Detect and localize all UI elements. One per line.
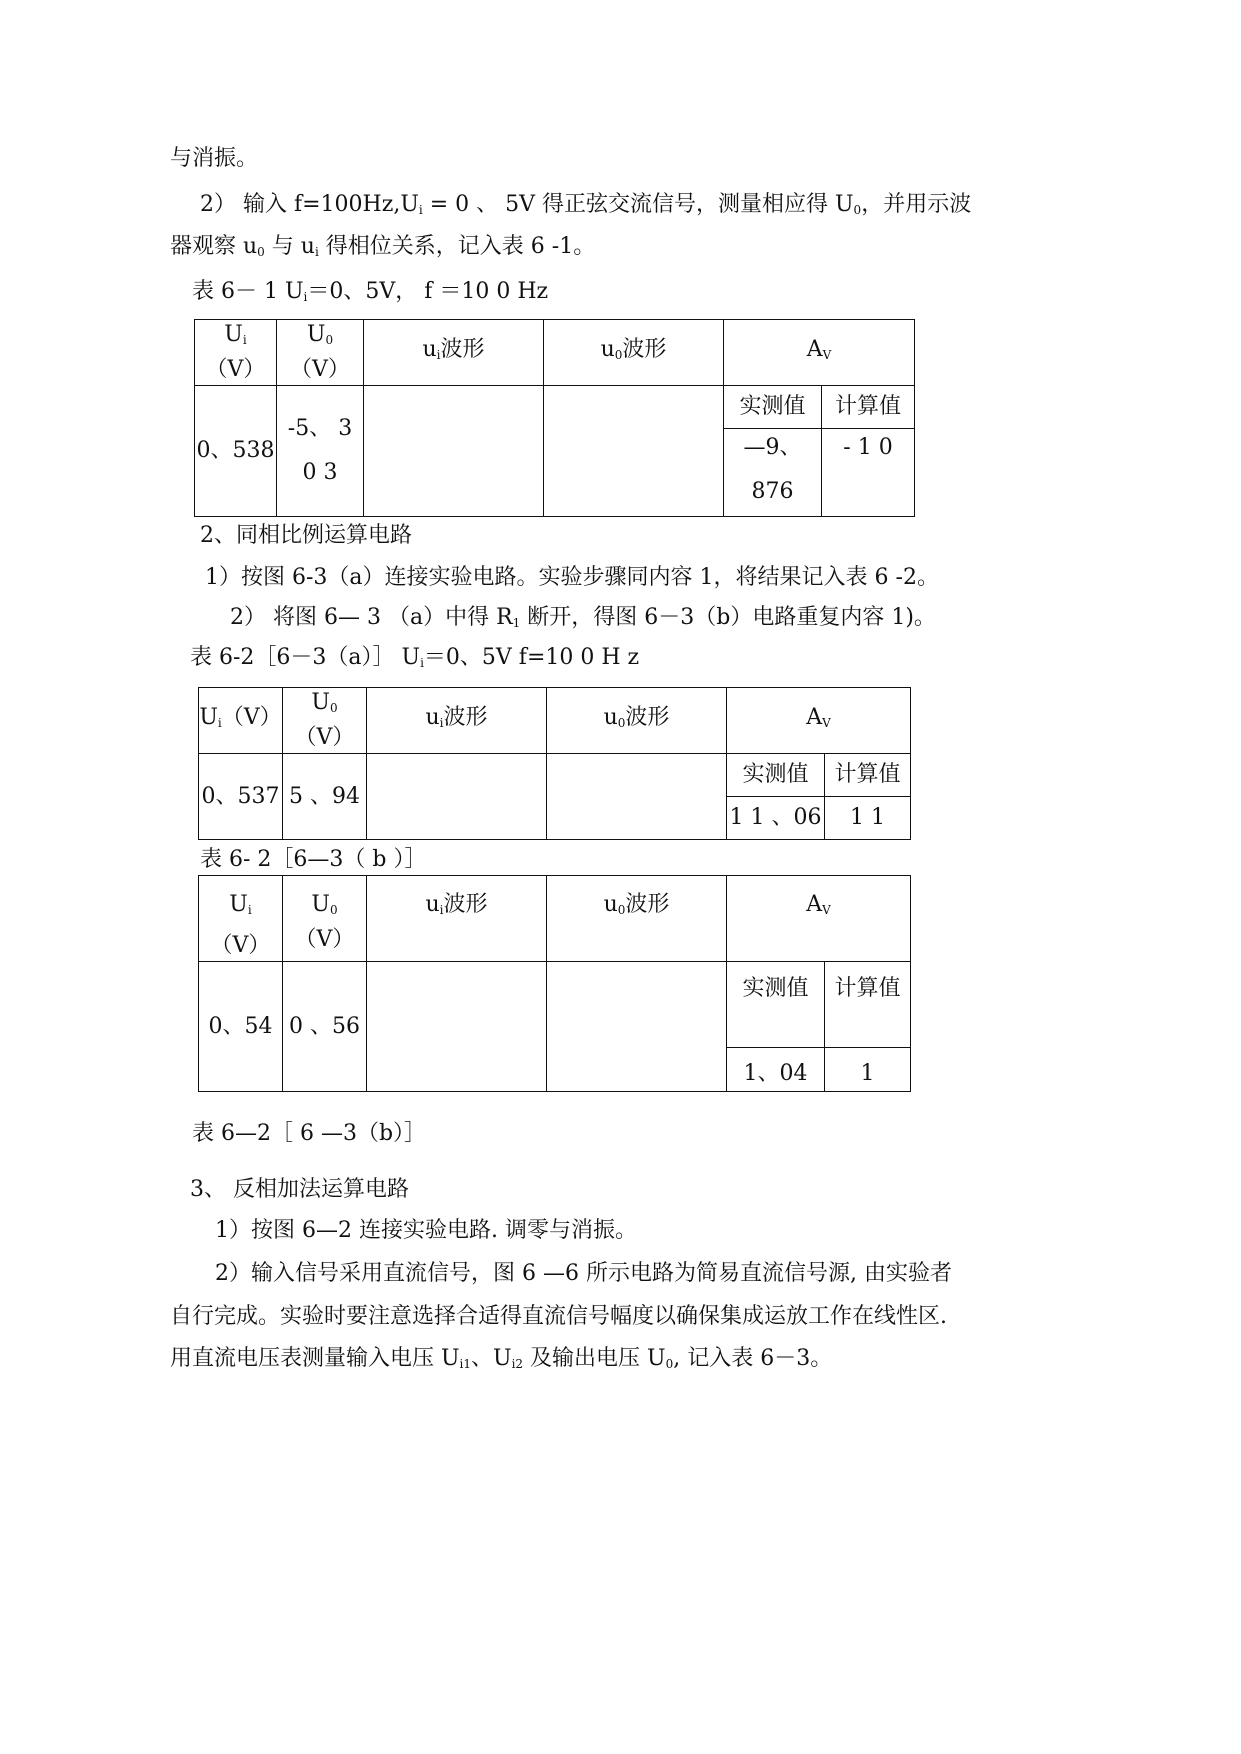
text-line-s2-2: 2） 将图 6— 3 （a）中得 $R_1$ 断开，得图 6－3（b）电路重复内容 1)。 (230, 605, 936, 630)
text-line-2: 2） 输入 $f=100Hz,U_i = 0$ 、 5V 得正弦交流信号，测量相应得 $U_0$，并用示波 (200, 192, 972, 217)
header-calculated: 计算值 (825, 962, 911, 1048)
text-line-3: 器观察 $u_0$ 与 $u_i$ 得相位关系，记入表 6 -1。 (170, 234, 596, 259)
header-uo: $U_0(V)$ (277, 320, 364, 386)
header-ui: $U_i$ （V） (199, 876, 283, 962)
header-uo-wave: $u_0$波形 (547, 876, 727, 962)
cell-uo-wave (547, 754, 727, 840)
header-uo: $U_0(V)$ (283, 688, 367, 754)
table-4-caption: 表 6—2［ 6 —3（b）］ (192, 1121, 427, 1146)
cell-ui-value: 0、537 (199, 754, 283, 840)
cell-calculated: - 1 0 (822, 429, 915, 517)
cell-calculated: 1 1 (825, 797, 911, 840)
header-calculated: 计算值 (825, 754, 911, 797)
text-line-s3-1: 1）按图 6—2 连接实验电路. 调零与消振。 (215, 1218, 637, 1243)
header-ui-wave: $u_i$波形 (367, 688, 547, 754)
header-ui-wave: $u_i$波形 (364, 320, 544, 386)
text-line-s3-3: 自行完成。实验时要注意选择合适得直流信号幅度以确保集成运放工作在线性区. (170, 1304, 947, 1329)
table-3 (198, 875, 911, 1092)
header-ui: $U_i(V)$ (199, 688, 283, 754)
header-uo-wave: $u_0$波形 (544, 320, 724, 386)
table-2-caption: 表 6-2［6－3（a）］ $U_i=0$、5V f=10 0 H z (190, 645, 640, 670)
table-2 (198, 687, 911, 840)
cell-uo-value: -5、 3 0 3 (277, 386, 364, 517)
cell-ui-value: 0、54 (199, 962, 283, 1092)
cell-measured: 1、04 (727, 1048, 825, 1092)
cell-uo-value: 5 、94 (283, 754, 367, 840)
section-3-heading: 3、 反相加法运算电路 (190, 1177, 409, 1202)
header-ui: $U_i(V)$ (195, 320, 277, 386)
text-line-1: 与消振。 (170, 146, 259, 171)
cell-uo-wave (547, 962, 727, 1092)
header-av: $A_V$ (727, 876, 911, 962)
section-2-heading: 2、同相比例运算电路 (200, 523, 412, 548)
header-ui-wave: $u_i$波形 (367, 876, 547, 962)
cell-ui-wave (367, 962, 547, 1092)
cell-ui-wave (364, 386, 544, 517)
cell-ui-value: 0、538 (195, 386, 277, 517)
cell-uo-value: 0 、56 (283, 962, 367, 1092)
text-line-s2-1: 1）按图 6-3（a）连接实验电路。实验步骤同内容 1，将结果记入表 6 -2。 (205, 565, 939, 590)
header-uo-wave: $u_0$波形 (547, 688, 727, 754)
table-1-caption: 表 6－ 1 $U_i=0$、5V， f ＝10 0 Hz (192, 279, 549, 304)
cell-ui-wave (367, 754, 547, 840)
cell-uo-wave (544, 386, 724, 517)
cell-measured: 1 1 、06 (727, 797, 825, 840)
header-measured: 实测值 (727, 754, 825, 797)
text-line-s3-4: 用直流电压表测量输入电压 $U_{i1}$、$U_{i2}$ 及输出电压 $U_0$, 记入表 6－3。 (170, 1346, 833, 1371)
header-measured: 实测值 (724, 386, 822, 429)
header-calculated: 计算值 (822, 386, 915, 429)
cell-measured: —9、 876 (724, 429, 822, 517)
header-measured: 实测值 (727, 962, 825, 1048)
header-uo: $U_0(V)$ (283, 876, 367, 962)
header-av: $A_V$ (724, 320, 915, 386)
text-line-s3-2: 2）输入信号采用直流信号，图 6 —6 所示电路为简易直流信号源, 由实验者 (215, 1261, 952, 1286)
header-av: $A_V$ (727, 688, 911, 754)
table-3-caption: 表 6- 2［6—3（ b ）］ (200, 847, 427, 872)
cell-calculated: 1 (825, 1048, 911, 1092)
table-1 (194, 319, 915, 517)
